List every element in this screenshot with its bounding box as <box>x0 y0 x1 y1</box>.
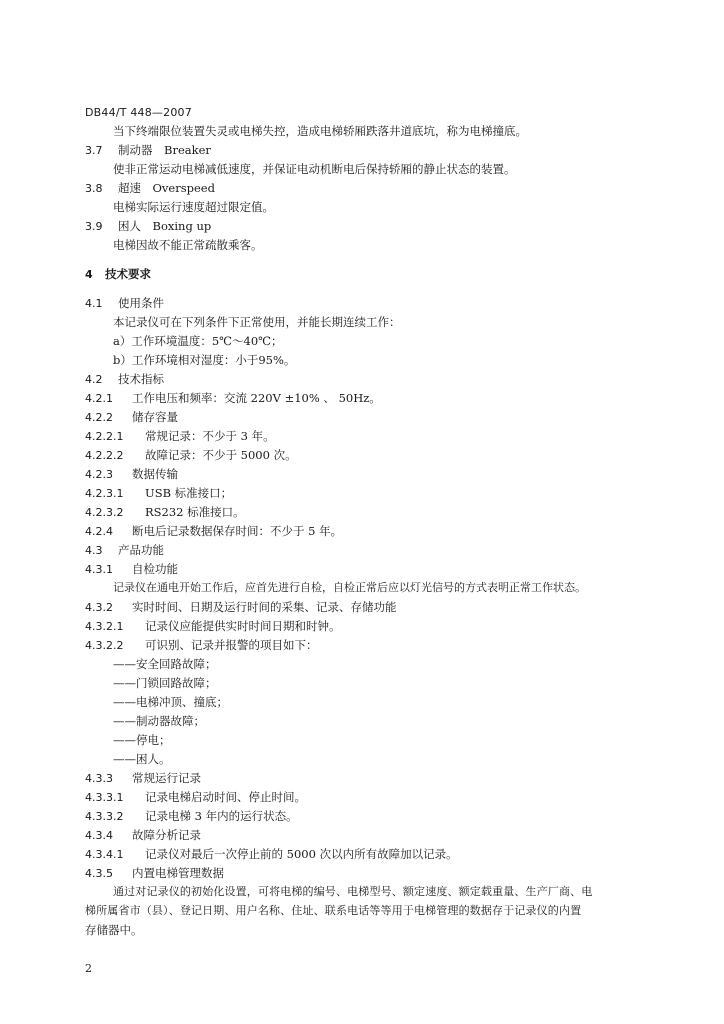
clause-title: 实时时间、日期及运行时间的采集、记录、存储功能 <box>132 600 397 614</box>
clause-title: 技术指标 <box>118 372 164 386</box>
page-header: DB44/T 448—2007 <box>85 106 192 119</box>
clause-number: 4.2.2 <box>85 411 113 424</box>
clause-title: 断电后记录数据保存时间：不少于 5 年。 <box>132 524 343 538</box>
paragraph-text: 电梯因故不能正常疏散乘客。 <box>113 238 263 252</box>
dash-list-item: ——困人。 <box>113 752 171 766</box>
clause-title: 常规运行记录 <box>132 771 201 785</box>
clause-number: 4.3.2.2 <box>85 639 124 652</box>
dash-list-item: ——门锁回路故障； <box>113 676 217 690</box>
clause-heading <box>85 447 297 464</box>
clause-title: 工作电压和频率：交流 220V ±10% 、 50Hz。 <box>132 391 381 405</box>
dash-list-item: ——制动器故障； <box>113 714 205 728</box>
clause-title: 困人 Boxing up <box>118 219 212 233</box>
clause-number: 4.3 <box>85 544 103 557</box>
clause-title: 记录仪应能提供实时时间日期和时钟。 <box>145 619 341 633</box>
clause-number: 4.3.4.1 <box>85 848 124 861</box>
clause-heading <box>85 428 275 445</box>
clause-heading <box>85 789 306 806</box>
clause-title: 数据传输 <box>132 467 178 481</box>
clause-number: 4.2.4 <box>85 525 113 538</box>
clause-number: 4.2 <box>85 373 103 386</box>
paragraph-text: 梯所属省市（县）、登记日期、用户名称、住址、联系电话等等用于电梯管理的数据存于记录仪的内置 <box>85 904 582 917</box>
clause-number: 4.2.2.2 <box>85 449 124 462</box>
clause-title: 使用条件 <box>118 296 164 310</box>
clause-title: 内置电梯管理数据 <box>132 866 224 880</box>
clause-heading <box>85 523 342 540</box>
clause-heading <box>85 409 178 426</box>
clause-number: 4.2.3 <box>85 468 113 481</box>
chapter-heading <box>85 266 151 283</box>
clause-title: 故障分析记录 <box>132 828 201 842</box>
clause-heading <box>85 770 201 787</box>
dash-list-item: ——安全回路故障； <box>113 657 217 671</box>
paragraph-text: 记录仪在通电开始工作后，应首先进行自检，自检正常后应以灯光信号的方式表明正常工作状态。 <box>113 581 586 594</box>
page-number: 2 <box>85 962 92 975</box>
clause-title: 储存容量 <box>132 410 178 424</box>
clause-number: 4.2.1 <box>85 392 113 405</box>
chapter-number: 4 <box>85 268 93 281</box>
clause-heading <box>85 218 211 235</box>
clause-title: 记录电梯 3 年内的运行状态。 <box>145 809 298 823</box>
clause-heading <box>85 846 458 863</box>
clause-title: 产品功能 <box>118 543 164 557</box>
clause-number: 4.2.3.1 <box>85 487 124 500</box>
clause-number: 3.7 <box>85 144 103 157</box>
paragraph-text: 通过对记录仪的初始化设置，可将电梯的编号、电梯型号、额定速度、额定载重量、生产厂商、电 <box>113 885 593 898</box>
paragraph-text: 电梯实际运行速度超过限定值。 <box>113 200 274 214</box>
clause-heading <box>85 542 164 559</box>
clause-heading <box>85 142 211 159</box>
chapter-title: 技术要求 <box>105 267 151 281</box>
dash-list-item: ——电梯冲顶、撞底； <box>113 695 228 709</box>
clause-title: USB 标准接口； <box>145 486 233 500</box>
dash-list-item: ——停电； <box>113 733 171 747</box>
clause-heading <box>85 599 397 616</box>
clause-heading <box>85 485 232 502</box>
clause-number: 4.3.5 <box>85 867 113 880</box>
clause-heading <box>85 466 178 483</box>
clause-title: 自检功能 <box>132 562 178 576</box>
clause-title: 可识别、记录并报警的项目如下： <box>145 638 318 652</box>
clause-heading <box>85 561 178 578</box>
clause-heading <box>85 504 245 521</box>
paragraph-text: 使非正常运动电梯减低速度，并保证电动机断电后保持轿厢的静止状态的装置。 <box>113 162 516 176</box>
clause-number: 4.3.4 <box>85 829 113 842</box>
clause-title: 制动器 Breaker <box>118 143 211 157</box>
clause-number: 4.3.1 <box>85 563 113 576</box>
clause-heading <box>85 180 215 197</box>
clause-heading <box>85 295 164 312</box>
list-item: a）工作环境温度：5℃～40℃； <box>113 334 283 348</box>
clause-heading <box>85 827 201 844</box>
list-item: b）工作环境相对湿度：小于95%。 <box>113 353 296 367</box>
clause-number: 4.3.2.1 <box>85 620 124 633</box>
clause-number: 4.3.2 <box>85 601 113 614</box>
clause-title: 记录仪对最后一次停止前的 5000 次以内所有故障加以记录。 <box>145 847 458 861</box>
clause-heading <box>85 371 164 388</box>
clause-heading <box>85 390 381 407</box>
clause-title: RS232 标准接口。 <box>145 505 245 519</box>
clause-title: 常规记录：不少于 3 年。 <box>145 429 275 443</box>
clause-heading <box>85 808 298 825</box>
clause-heading <box>85 637 318 654</box>
clause-number: 4.2.2.1 <box>85 430 124 443</box>
clause-heading <box>85 865 224 882</box>
paragraph-text: 当下终端限位装置失灵或电梯失控，造成电梯轿厢跌落井道底坑，称为电梯撞底。 <box>113 124 527 138</box>
clause-number: 4.3.3.2 <box>85 810 124 823</box>
clause-title: 故障记录：不少于 5000 次。 <box>145 448 297 462</box>
clause-number: 3.8 <box>85 182 103 195</box>
clause-heading <box>85 618 341 635</box>
clause-number: 3.9 <box>85 220 103 233</box>
clause-title: 记录电梯启动时间、停止时间。 <box>145 790 306 804</box>
clause-number: 4.1 <box>85 297 103 310</box>
clause-title: 超速 Overspeed <box>118 181 215 195</box>
clause-number: 4.3.3.1 <box>85 791 124 804</box>
paragraph-text: 存储器中。 <box>85 923 143 937</box>
paragraph-text: 本记录仪可在下列条件下正常使用，并能长期连续工作： <box>113 315 401 329</box>
clause-number: 4.2.3.2 <box>85 506 124 519</box>
clause-number: 4.3.3 <box>85 772 113 785</box>
